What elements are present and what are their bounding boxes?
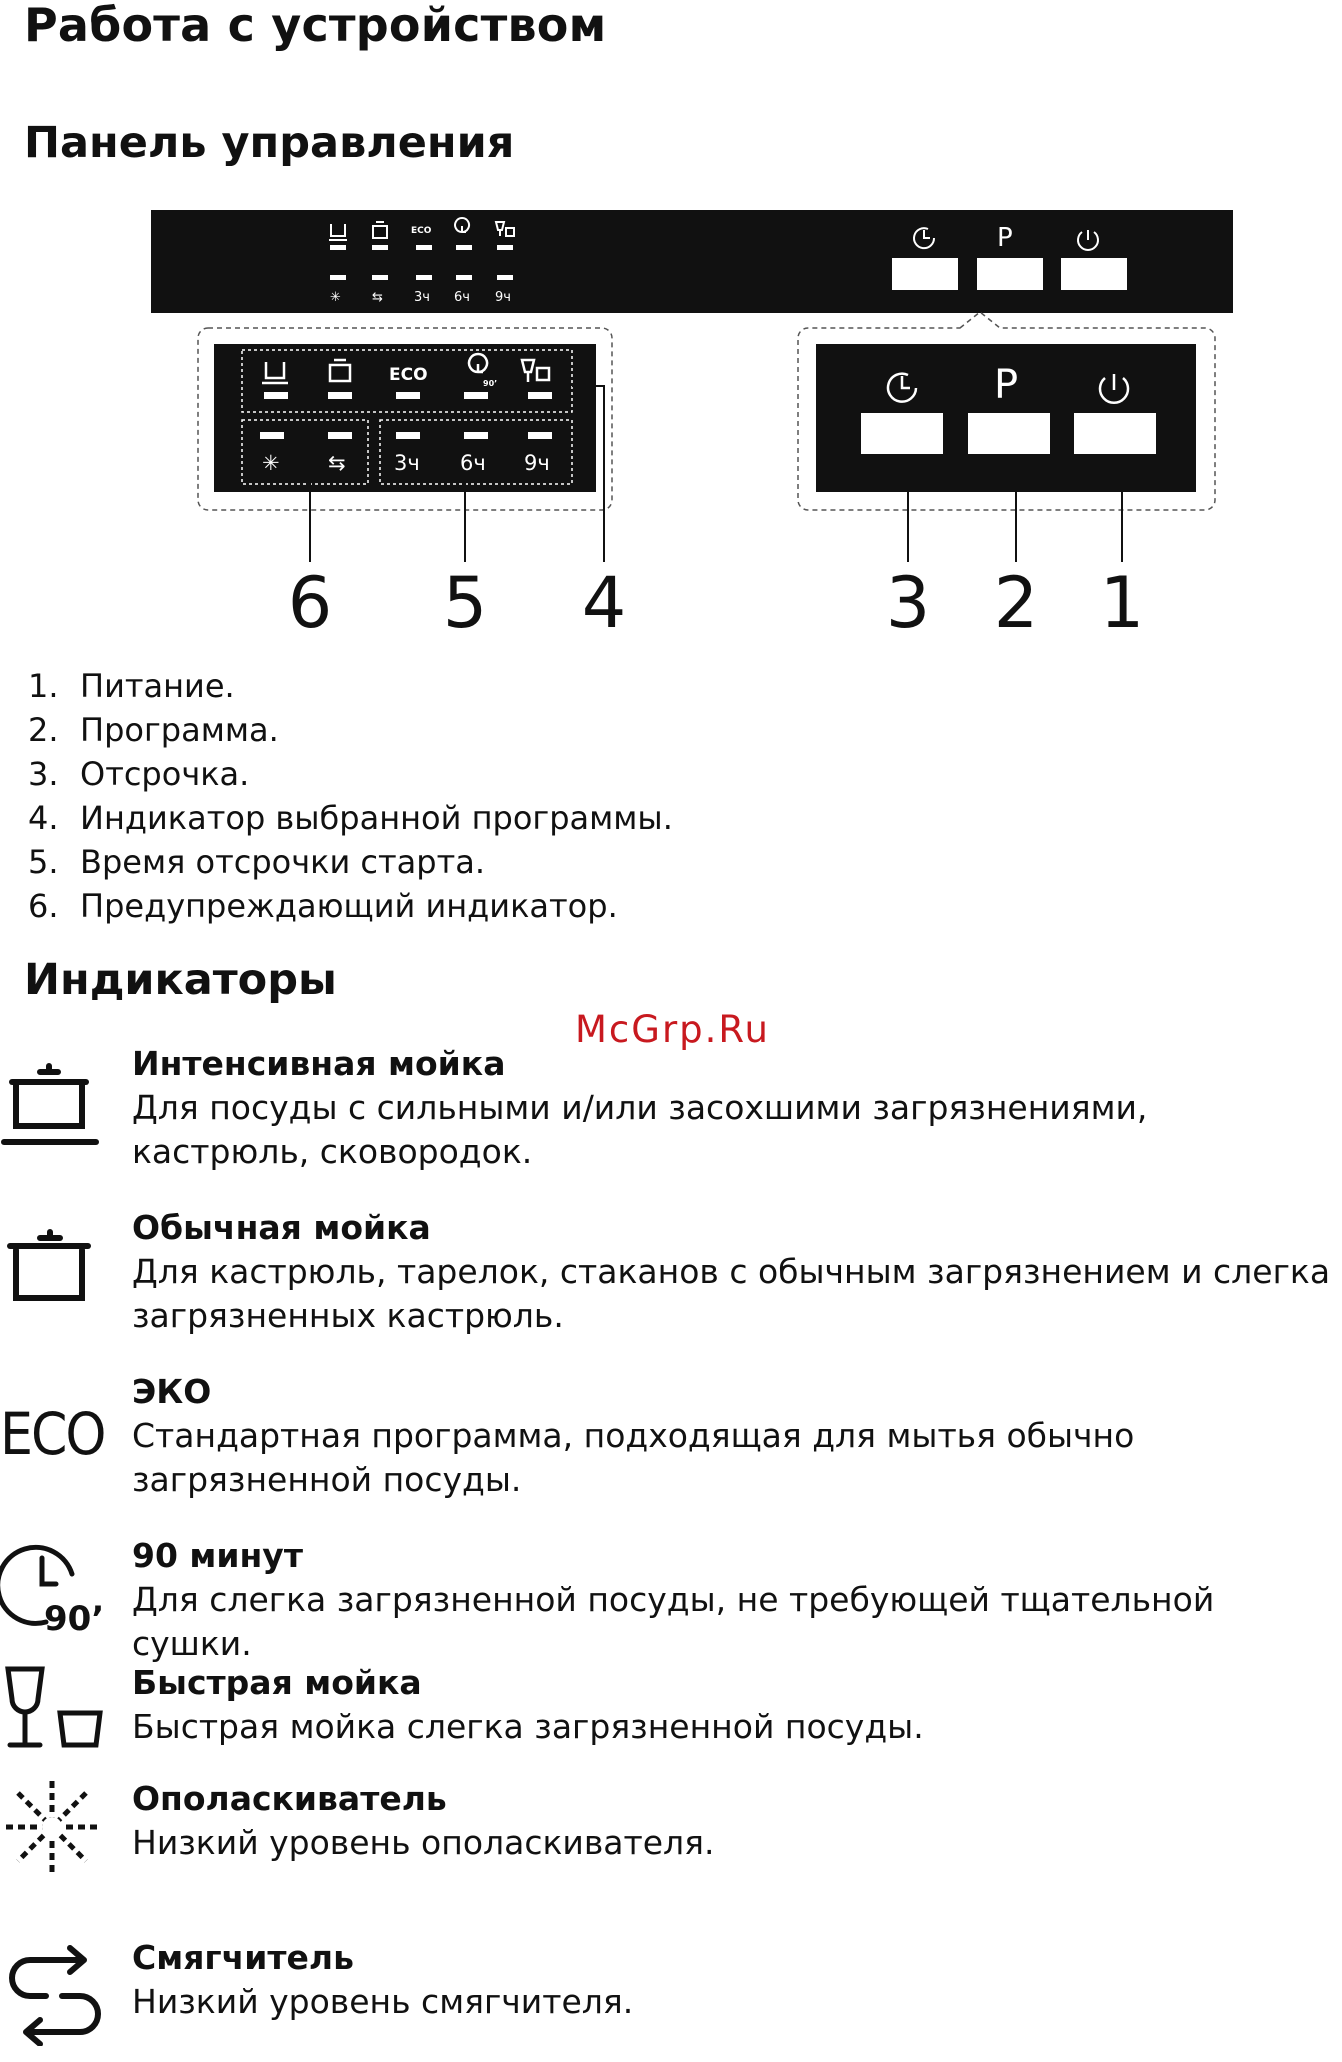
callout-4: 4	[581, 562, 627, 640]
strip-softener-icon: ⇆	[372, 290, 383, 305]
callout-5: 5	[442, 562, 488, 640]
intensive-pot-icon	[0, 1042, 110, 1152]
legend-list	[28, 664, 673, 928]
zoom-power-button	[1074, 413, 1156, 454]
callout-1: 1	[1099, 562, 1145, 640]
indicator-title: Смягчитель	[132, 1938, 354, 1977]
indicator-desc: Быстрая мойка слегка загрязненной посуды.	[132, 1707, 924, 1746]
glass-cup-icon	[0, 1661, 110, 1771]
strip-6h: 6ч	[454, 290, 470, 305]
callout-2: 2	[993, 562, 1039, 640]
pot-icon	[0, 1206, 110, 1316]
zoom-90-label: 90’	[483, 379, 498, 388]
softener-icon	[0, 1936, 110, 2046]
indicator-desc: Низкий уровень смягчителя.	[132, 1982, 634, 2021]
legend-item: 4. Индикатор выбранной программы.	[28, 799, 673, 837]
legend-item: 6. Предупреждающий индикатор.	[28, 887, 618, 925]
zoom-eco-label: ECO	[389, 365, 428, 385]
indicator-desc: Стандартная программа, подходящая для мытья обычно загрязненной посуды.	[132, 1416, 1135, 1499]
eco-icon: ECO	[0, 1400, 105, 1468]
panel-heading: Панель управления	[24, 118, 515, 168]
legend-item: 5. Время отсрочки старта.	[28, 843, 485, 881]
zoom-delay-button	[861, 413, 943, 454]
indicator-title: Быстрая мойка	[132, 1663, 422, 1702]
clock-90-icon	[0, 1534, 110, 1644]
zoom-3h: 3ч	[394, 451, 420, 475]
indicator-title: ЭКО	[132, 1372, 212, 1411]
strip-power-button	[1061, 258, 1127, 290]
strip-rinse-icon: ✳	[330, 290, 341, 305]
legend-item: 2. Программа.	[28, 711, 279, 749]
page-title: Работа с устройством	[24, 0, 607, 52]
strip-9h: 9ч	[495, 290, 511, 305]
legend-item: 1. Питание.	[28, 667, 235, 705]
svg-text:90’: 90’	[44, 1599, 105, 1639]
strip-program-button	[977, 258, 1043, 290]
zoom-9h: 9ч	[524, 451, 550, 475]
zoom-6h: 6ч	[460, 451, 486, 475]
indicator-desc: Для посуды с сильными и/или засохшими загрязнениями, кастрюль, сковородок.	[132, 1088, 1148, 1171]
callout-6: 6	[287, 562, 333, 640]
zoom-program-button	[968, 413, 1050, 454]
callout-3: 3	[885, 562, 931, 640]
control-panel-diagram	[0, 200, 1342, 640]
strip-eco-label: ECO	[411, 226, 432, 236]
legend-item: 3. Отсрочка.	[28, 755, 250, 793]
strip-3h: 3ч	[414, 290, 430, 305]
zoom-softener-icon: ⇆	[328, 451, 346, 475]
indicator-title: Интенсивная мойка	[132, 1044, 506, 1083]
rinse-aid-icon	[0, 1777, 110, 1887]
indicator-desc: Для кастрюль, тарелок, стаканов с обычным загрязнением и слегка загрязненных кастрюль.	[132, 1252, 1331, 1335]
indicator-desc: Низкий уровень ополаскивателя.	[132, 1823, 715, 1862]
indicator-title: Обычная мойка	[132, 1208, 431, 1247]
indicator-title: 90 минут	[132, 1536, 303, 1575]
watermark: McGrp.Ru	[575, 1008, 770, 1051]
indicators-heading: Индикаторы	[24, 955, 337, 1005]
strip-program-label: P	[997, 223, 1013, 253]
zoom-rinse-icon: ✳	[262, 451, 280, 475]
indicator-desc: Для слегка загрязненной посуды, не требующей тщательной сушки.	[132, 1580, 1215, 1663]
indicator-title: Ополаскиватель	[132, 1779, 447, 1818]
strip-delay-button	[892, 258, 958, 290]
zoom-program-label: P	[994, 362, 1019, 408]
